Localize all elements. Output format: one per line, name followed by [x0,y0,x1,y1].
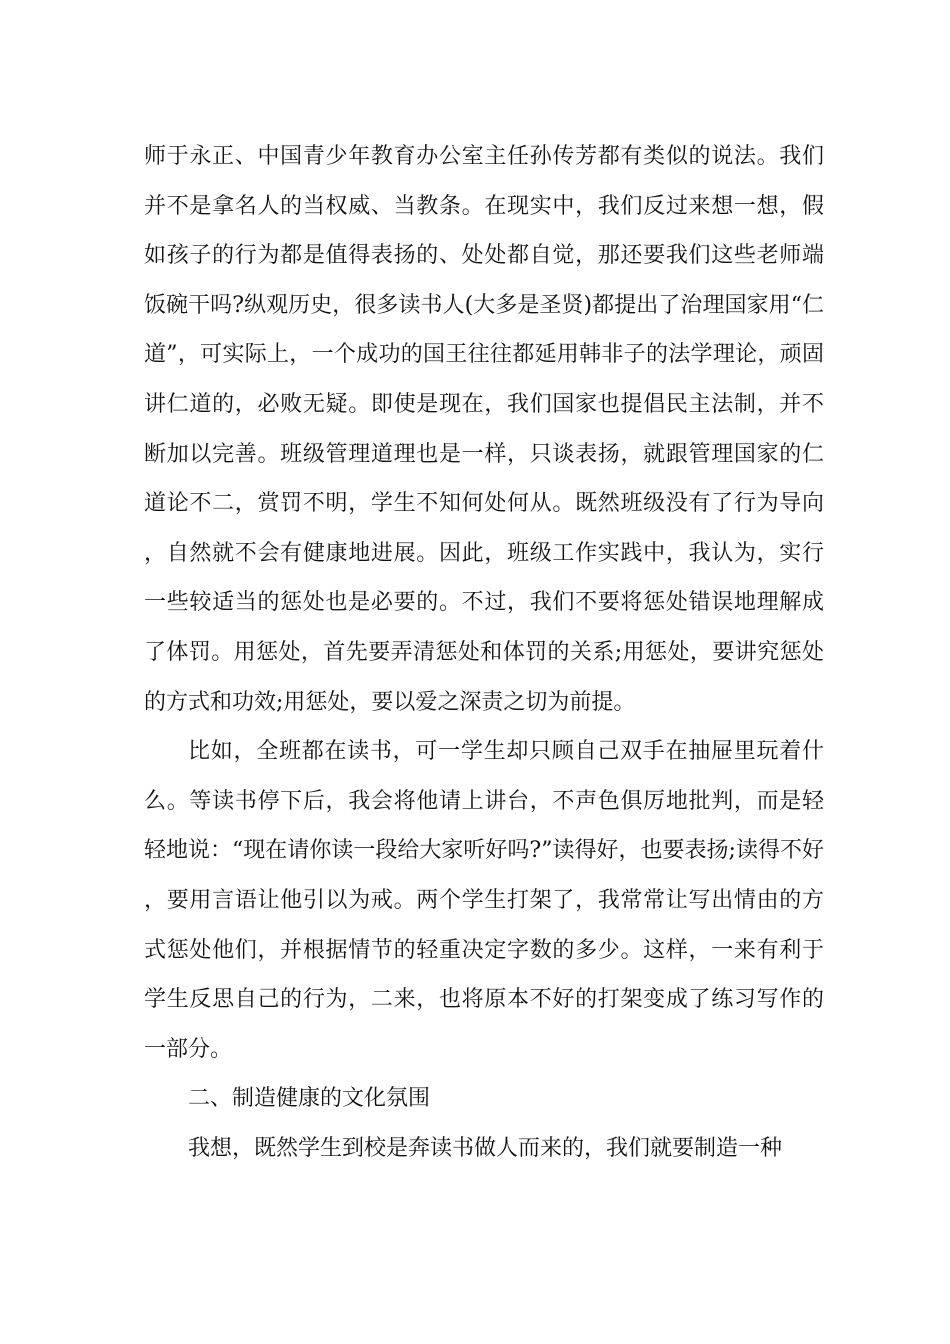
document-body [144,132,824,1173]
paragraph-example: 比如，全班都在读书，可一学生却只顾自己双手在抽屉里玩着什么。等读书停下后，我会将他请上讲台，不声色俱厉地批判，而是轻轻地说：“现在请你读一段给大家听好吗?”读得好，也要表扬;读得不好，要用言语让他引以为戒。两个学生打架了，我常常让写出情由的方式惩处他们，并根据情节的轻重决定字数的多少。这样，一来有利于学生反思自己的行为，二来，也将原本不好的打架变成了练习写作的一部分。 [144,739,824,1062]
section-heading: 二、制造健康的文化氛围 [188,1086,431,1112]
paragraph-section-start: 我想，既然学生到校是奔读书做人而来的，我们就要制造一种 [188,1135,783,1161]
paragraph-continuation: 师于永正、中国青少年教育办公室主任孙传芳都有类似的说法。我们并不是拿名人的当权威、当教条。在现实中，我们反过来想一想，假如孩子的行为都是值得表扬的、处处都自觉，那还要我们这些老师端饭碗干吗?纵观历史，很多读书人(大多是圣贤)都提出了治理国家用“仁道”，可实际上，一个成功的国王往往都延用韩非子的法学理论，顽固讲仁道的，必败无疑。即使是现在，我们国家也提倡民主法制，并不断加以完善。班级管理道理也是一样，只谈表扬，就跟管理国家的仁道论不二，赏罚不明，学生不知何处何从。既然班级没有了行为导向，自然就不会有健康地进展。因此，班级工作实践中，我认为，实行一些较适当的惩处也是必要的。不过，我们不要将惩处错误地理解成了体罚。用惩处，首先要弄清惩处和体罚的关系;用惩处，要讲究惩处的方式和功效;用惩处，要以爱之深责之切为前提。 [144,144,824,715]
